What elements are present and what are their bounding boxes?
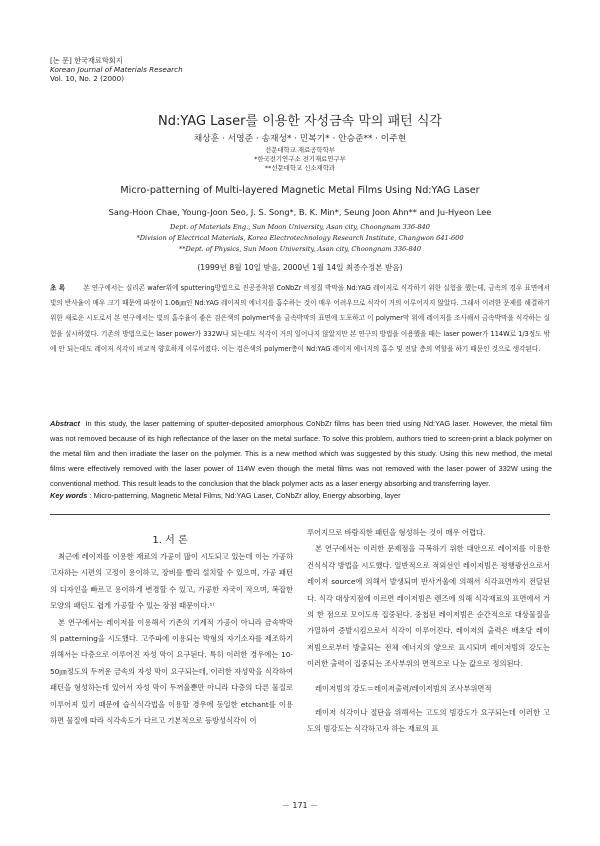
journal-header <box>50 56 183 83</box>
abstract-en-text: In this study, the laser patterning of sputter-deposited amorphous CoNbZr films has been tried using Nd:YAG laser. However, the metal film was not removed because of its high reflectance of the laser on the metal surface. To solve this problem, authors tried to screen-print a black polymer on the metal film and then irradiate the laser on the polymer. This is a new method which was suggested by this study. Using this new method, the metal films were effectively removed with the laser power of 114W even though the metal films was not removed with the laser power of 332W using the conventional method. This result leads to the conclusion that the black polymer acts as a laser energy absorbing and transferring layer. <box>50 419 552 489</box>
beam-intensity-formula: 레이저빔의 강도＝레이저출력/레이저빔의 조사부위면적 <box>315 683 492 693</box>
affiliation-en-2: *Division of Electrical Materials, Korea Electrotechnology Research Institute, Changwon 641-600 <box>136 234 464 242</box>
page-number: － 171 － <box>281 801 319 810</box>
intro-paragraph-3: 본 연구에서는 이러한 문제점을 극복하기 위한 대안으로 레이저를 이용한 건식식각 방법을 시도했다. 일반적으로 적외선인 레이저빔은 평행광선으로서 레이저 source에 의해서 발생되며 반사거울에 의해서 식각표면까지 전달된다. 식각 대상지점에 이르면 레이저빔은 렌즈에 의해 식각재료의 표면에서 거의 한 점으로 모이도록 집중된다. 중첩된 레이저빔은 순간적으로 대상물질을 가열하여 증발시킴으로서 식각이 이루어진다. 레이저의 출력은 배초당 레이저빔으로부터 방출되는 전체 에너지의 양으로 표시되며 레이저빔의 강도는 이러한 출력이 집중되는 조사부위의 면적으로 나눈 값으로 정의된다. <box>307 544 550 669</box>
intro-paragraph-1: 최근에 레이저를 이용한 재료의 가공이 많이 시도되고 있는데 이는 가공하고자하는 시편의 고정이 용이하고, 장비를 빨리 설치할 수 있으며, 가공 패턴의 디자인을 빠르고 용이하게 변경할 수 있고, 가공한 자국이 작으며, 복잡한 모양의 패턴도 쉽게 가공할 수 있는 장점 때문이다.¹⁾ <box>50 552 293 611</box>
keywords: Key words : Micro-patterning, Magnetic Metal Films, Nd:YAG Laser, CoNbZr alloy, Energy absorbing, layer <box>50 491 401 500</box>
journal-label: [논 문] 한국재료학회지 <box>50 56 123 65</box>
section-heading-introduction: 1. 서 론 <box>152 535 188 546</box>
authors-ko: 채상훈 · 서영준 · 송재성* · 민복기* · 안승준** · 이주현 <box>193 134 407 144</box>
affiliation-ko-1: 선문대학교 재료공학학부 <box>265 146 335 154</box>
journal-volume: Vol. 10, No. 2 (2000) <box>50 74 125 83</box>
affiliations-ko <box>0 146 600 173</box>
affiliation-en-1: Dept. of Materials Eng., Sun Moon University, Asan city, Choongnam 336-840 <box>170 223 430 231</box>
keywords-text: Micro-patterning, Magnetic Metal Films, Nd:YAG Laser, CoNbZr alloy, Energy absorbing, layer <box>93 491 401 500</box>
paper-title-ko: Nd:YAG Laser를 이용한 자성금속 막의 패턴 식각 <box>158 114 442 129</box>
affiliations-en <box>0 222 600 255</box>
received-dates: (1999년 8월 10일 받음, 2000년 1월 14일 최종수정본 받음) <box>197 263 403 272</box>
affiliation-ko-3: **선문대학교 신소재학과 <box>264 164 336 172</box>
intro-paragraph-2: 본 연구에서는 레이저를 이용해서 기존의 기계적 가공이 아니라 금속박막의 patterning을 시도했다. 고주파에 이용되는 박형의 자기소자를 제조하기 위해서는 다층으로 이루어진 자성 막이 요구된다. 특히 이러한 경우에는 10-50㎛정도의 두꺼운 금속의 자성 막이 요구되는데, 이러한 자성막을 식각하여 패턴을 형성하는데 있어서 자성 막이 두꺼울뿐만 아니라 다층의 다른 물질로 이루어져 있기 때문에 습식식각법을 이용할 경우에 동일한 etchant를 이용하면 물질에 따라 식각속도가 다르고 기본적으로 등방성식각이 이 <box>50 617 293 726</box>
keywords-label: Key words <box>50 491 88 500</box>
abstract-en <box>50 416 552 491</box>
abstract-ko <box>50 281 550 357</box>
abstract-en-label: Abstract <box>50 419 80 428</box>
journal-name-en: Korean Journal of Materials Research <box>50 65 183 74</box>
paper-title-en: Micro-patterning of Multi-layered Magnetic Metal Films Using Nd:YAG Laser <box>120 185 480 196</box>
abstract-ko-text: 본 연구에서는 실리콘 wafer위에 sputtering방법으로 진공증착된 CoNbZr 비정질 박막을 Nd:YAG 레이저로 식각하기 위한 실험을 했는데, 금속의 경우 표면에서 빛의 반사율이 매우 크기 때문에 파장이 1.06㎛인 Nd:YAG 레이저의 에너지를 흡수하는 것이 매우 어려우므로 식각이 거의 이루어지지 않았다. 그래서 이러한 문제를 해결하기 위한 새로운 시도로서 본 연구에서는 빛의 흡수율이 좋은 검은색의 polymer막을 금속박막의 표면에 도포하고 이 polymer막 위에 레이저를 조사해서 금속박막을 식각하는 실험을 실시하였다. 기존의 방법으로는 laser power가 332W나 되는데도 식각이 거의 일어나지 않았지만 본 연구의 방법을 이용했을 때는 laser power가 114W로 1/3정도 밖에 안 되는데도 레이저 식각이 비교적 양호하게 이루어졌다. 이는 검은색의 polymer층이 Nd:YAG 레이저 에너지의 흡수 및 전달 층의 역할을 하기 때문인 것으로 생각된다. <box>50 284 550 353</box>
authors-en: Sang-Hoon Chae, Young-Joon Seo, J. S. Song*, B. K. Min*, Seung Joon Ahn** and Ju-Hyeon Lee <box>108 207 492 217</box>
affiliation-en-3: **Dept. of Physics, Sun Moon University, Asan city, Choongnam 336-840 <box>178 245 422 253</box>
right-column <box>307 525 550 738</box>
intro-paragraph-4: 레이저 식각이나 절단을 위해서는 고도의 빔강도가 요구되는데 이러한 고도의 빔강도는 식각하고자 하는 재료의 표 <box>307 708 550 734</box>
abstract-ko-label: 초 록 <box>50 284 66 292</box>
intro-paragraph-2-cont: 루어지므로 바람직한 패턴을 형성하는 것이 매우 어렵다. <box>307 528 486 537</box>
section-divider <box>50 514 550 515</box>
left-column <box>50 549 293 729</box>
affiliation-ko-2: *한국전기연구소 전기재료연구부 <box>254 155 346 163</box>
